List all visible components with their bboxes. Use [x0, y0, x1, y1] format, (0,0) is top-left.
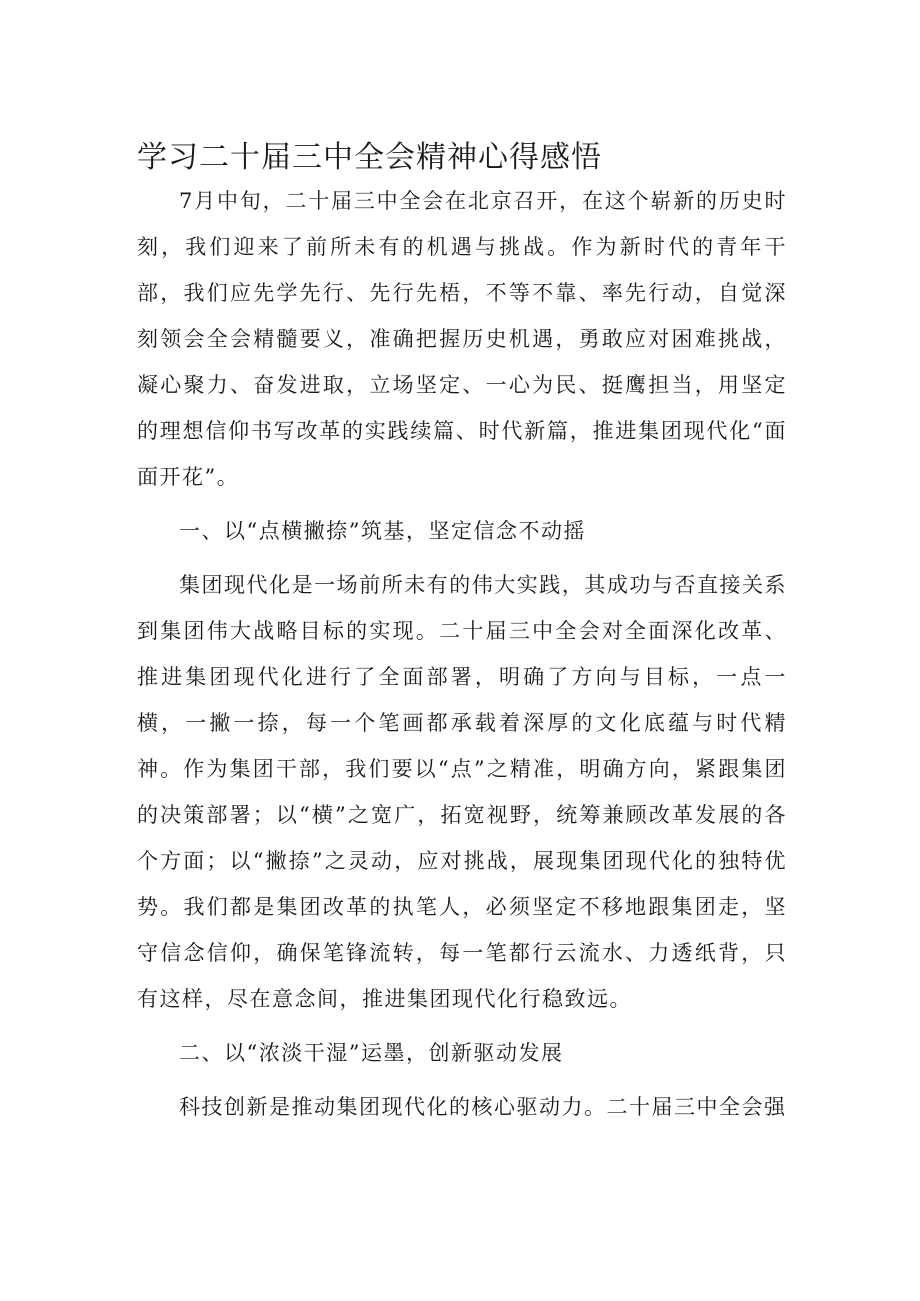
section-1-heading: 一、以“点横撇捺”筑基，坚定信念不动摇 — [179, 519, 586, 543]
document-body — [137, 178, 787, 1130]
section-2-paragraph: 科技创新是推动集团现代化的核心驱动力。二十届三中全会强 — [179, 1095, 787, 1119]
document-title: 学习二十届三中全会精神心得感悟 — [137, 140, 602, 175]
section-2-heading: 二、以“浓淡干湿”运墨，创新驱动发展 — [179, 1041, 564, 1065]
intro-paragraph: 7月中旬，二十届三中全会在北京召开，在这个崭新的历史时刻，我们迎来了前所未有的机遇与挑战。作为新时代的青年干部，我们应先学先行、先行先梧，不等不靠、率先行动，自觉深刻领会全会精髓要义，准确把握历史机遇，勇敢应对困难挑战，凝心聚力、奋发进取，立场坚定、一心为民、挺鹰担当，用坚定的理想信仰书写改革的实践续篇、时代新篇，推进集团现代化“面面开花”。 — [137, 189, 787, 489]
section-1-paragraph: 集团现代化是一场前所未有的伟大实践，其成功与否直接关系到集团伟大战略目标的实现。二十届三中全会对全面深化改革、推进集团现代化进行了全面部署，明确了方向与目标，一点一横，一撇一捺，每一个笔画都承载着深厚的文化底蕴与时代精神。作为集团干部，我们要以“点”之精准，明确方向，紧跟集团的决策部署；以“横”之宽广，拓宽视野，统筹兼顾改革发展的各个方面；以“撇捺”之灵动，应对挑战，展现集团现代化的独特优势。我们都是集团改革的执笔人，必须坚定不移地跟集团走，坚守信念信仰，确保笔锋流转，每一笔都行云流水、力透纸背，只有这样，尽在意念间，推进集团现代化行稳致远。 — [137, 573, 787, 1011]
